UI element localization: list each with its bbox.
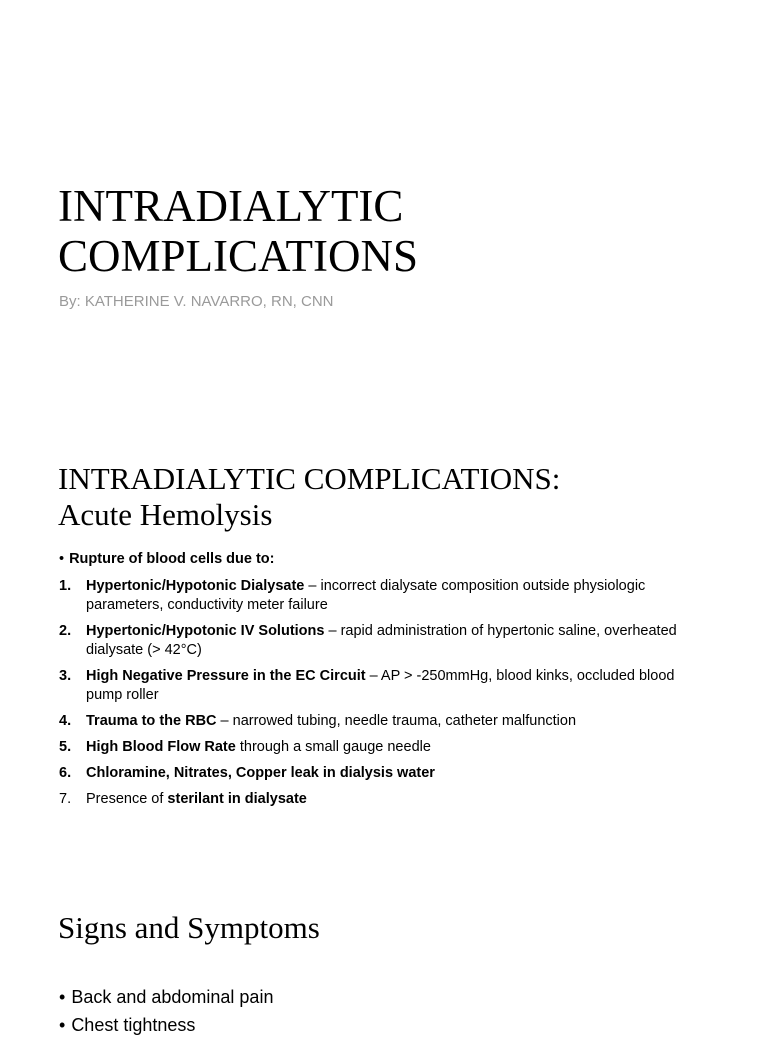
list-item: [59, 764, 709, 783]
bullet-intro: [59, 551, 275, 567]
hemolysis-heading-line-2: Acute Hemolysis: [58, 497, 273, 532]
main-title: [58, 181, 418, 281]
sign-text: Back and abdominal pain: [71, 987, 274, 1007]
item-prefix-text: Presence of: [86, 791, 168, 807]
list-number: 4.: [59, 713, 72, 729]
item-bold-text: High Negative Pressure in the EC Circuit: [86, 668, 366, 684]
bullet-intro-text: Rupture of blood cells due to:: [69, 551, 275, 567]
title-slide: [0, 0, 768, 410]
list-item: [59, 622, 709, 660]
list-number: 2.: [59, 623, 72, 639]
list-number: 7.: [59, 791, 72, 807]
list-number: 5.: [59, 739, 72, 755]
list-number: 1.: [59, 578, 72, 594]
list-item: [59, 577, 709, 615]
item-bold-text: Trauma to the RBC: [86, 713, 217, 729]
signs-slide: [0, 858, 768, 1035]
list-item: [59, 738, 709, 757]
hemolysis-heading-line-1: INTRADIALYTIC COMPLICATIONS:: [58, 461, 561, 496]
main-title-line-1: INTRADIALYTIC: [58, 181, 404, 231]
item-text: – narrowed tubing, needle trauma, catheter malfunction: [216, 713, 577, 729]
bullet-dot: •: [59, 551, 65, 567]
list-number: 6.: [59, 765, 72, 781]
list-item: [59, 667, 709, 705]
list-item: [59, 1011, 273, 1039]
sign-text: Chest tightness: [71, 1015, 196, 1035]
item-bold-text: Hypertonic/Hypotonic Dialysate: [86, 578, 305, 594]
item-bold-text: Hypertonic/Hypotonic IV Solutions: [86, 623, 325, 639]
item-text: – AP > -250mmHg, blood kinks, occluded blood pump roller: [86, 668, 675, 703]
bullet-dot: •: [59, 987, 66, 1007]
author-byline: By: KATHERINE V. NAVARRO, RN, CNN: [59, 293, 334, 310]
hemolysis-heading: [58, 461, 560, 533]
item-bold-text: Chloramine, Nitrates, Copper leak in dialysis water: [86, 765, 435, 781]
hemolysis-slide: [0, 410, 768, 850]
signs-heading: Signs and Symptoms: [58, 910, 320, 945]
signs-list: [59, 983, 273, 1039]
item-bold-text: High Blood Flow Rate: [86, 739, 236, 755]
list-item: [59, 983, 273, 1011]
item-text: through a small gauge needle: [235, 739, 431, 755]
list-item: [59, 712, 709, 731]
item-text: – rapid administration of hypertonic saline, overheated dialysate (> 42°C): [86, 623, 677, 658]
item-text: – incorrect dialysate composition outside physiologic parameters, conductivity meter failure: [86, 578, 646, 613]
item-bold-text: sterilant in dialysate: [167, 791, 307, 807]
bullet-dot: •: [59, 1015, 66, 1035]
causes-list: [59, 577, 709, 816]
list-item: [59, 790, 709, 809]
main-title-line-2: COMPLICATIONS: [58, 231, 419, 281]
list-number: 3.: [59, 668, 72, 684]
